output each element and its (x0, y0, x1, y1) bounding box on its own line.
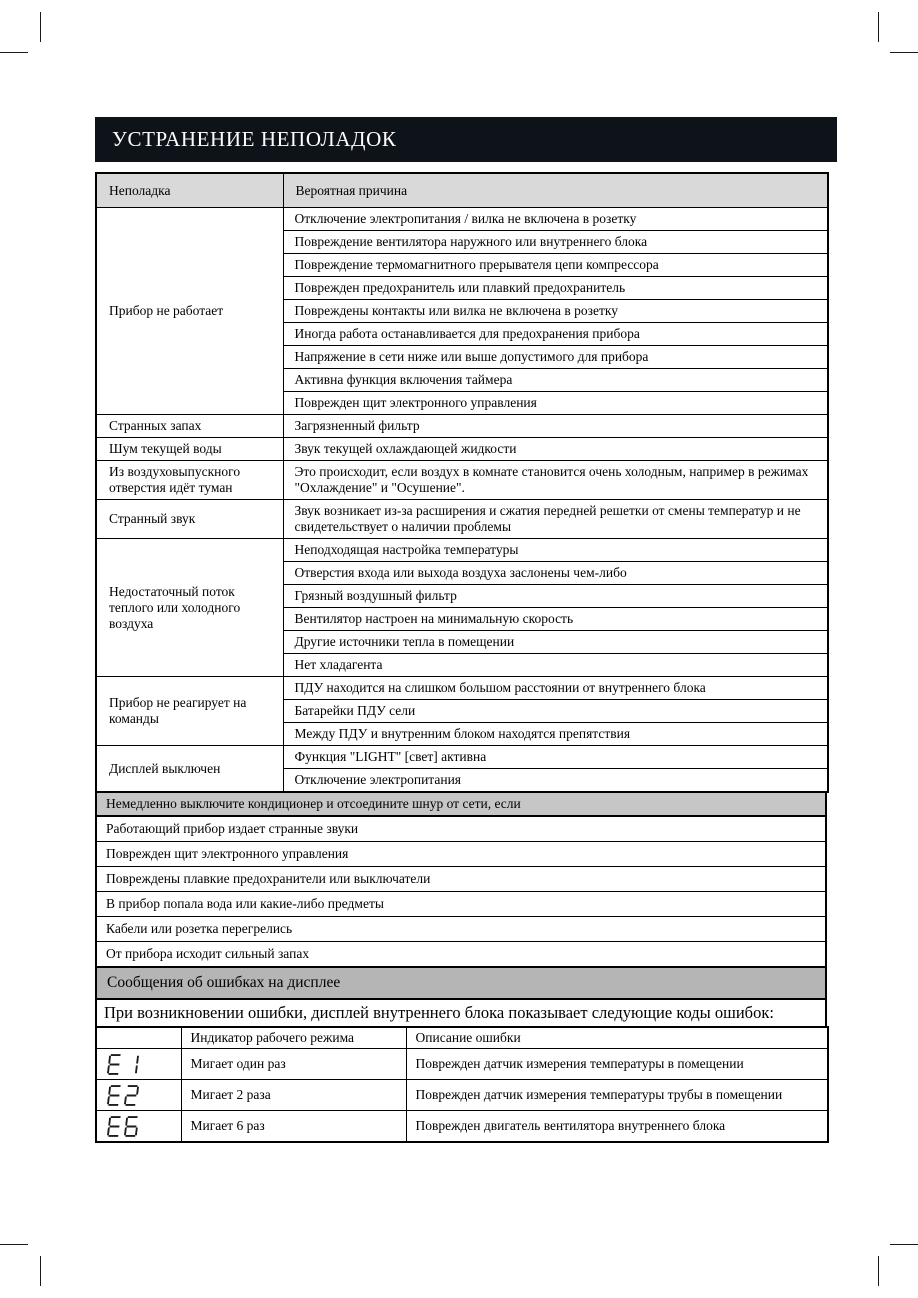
problem-row (96, 746, 828, 769)
problem-row (96, 539, 828, 562)
error-codes-table (95, 1026, 829, 1143)
problem-label: Шум текущей воды (96, 438, 283, 461)
problem-label: Странных запах (96, 415, 283, 438)
crop-mark-top-right-v (878, 12, 879, 42)
cause-text: Активна функция включения таймера (283, 369, 828, 392)
digit-E-icon (107, 1085, 123, 1106)
seven-segment-code (105, 1054, 142, 1075)
warning-row (96, 917, 826, 942)
error-intro-text: При возникновении ошибки, дисплей внутреннего блока показывает следующие коды ошибок: (95, 998, 827, 1028)
crop-mark-top-right-h (890, 52, 918, 53)
warning-row (96, 942, 826, 968)
cause-text: Нет хладагента (283, 654, 828, 677)
cause-text: Поврежден щит электронного управления (283, 392, 828, 415)
warning-row (96, 816, 826, 842)
seven-segment-code (105, 1116, 142, 1137)
cause-text: Загрязненный фильтр (283, 415, 828, 438)
crop-mark-bottom-right-v (878, 1256, 879, 1286)
cause-text: Отключение электропитания (283, 769, 828, 793)
error-code-cell (96, 1049, 181, 1080)
problem-row (96, 461, 828, 500)
warning-row (96, 867, 826, 892)
cause-text: Грязный воздушный фильтр (283, 585, 828, 608)
cause-text: Функция "LIGHT" [свет] активна (283, 746, 828, 769)
digit-E-icon (107, 1116, 123, 1137)
problem-label: Дисплей выключен (96, 746, 283, 793)
cause-text: Батарейки ПДУ сели (283, 700, 828, 723)
problem-label: Прибор не работает (96, 208, 283, 415)
warning-item-text: От прибора исходит сильный запах (96, 942, 826, 968)
problem-row (96, 677, 828, 700)
cause-text: ПДУ находится на слишком большом расстоянии от внутреннего блока (283, 677, 828, 700)
crop-mark-top-left-h (0, 52, 28, 53)
cause-text: Между ПДУ и внутренним блоком находятся препятствия (283, 723, 828, 746)
error-description-text: Поврежден датчик измерения температуры трубы в помещении (406, 1080, 828, 1111)
column-header-cause: Вероятная причина (283, 173, 828, 208)
error-code-row (96, 1049, 828, 1080)
cause-text: Отключение электропитания / вилка не включена в розетку (283, 208, 828, 231)
cause-text: Отверстия входа или выхода воздуха заслонены чем-либо (283, 562, 828, 585)
column-header-problem: Неполадка (96, 173, 283, 208)
warning-list-table (95, 815, 827, 968)
cause-text: Поврежден предохранитель или плавкий предохранитель (283, 277, 828, 300)
problem-label: Недостаточный поток теплого или холодного воздуха (96, 539, 283, 677)
seven-segment-code (105, 1085, 142, 1106)
page-title-bar (95, 117, 837, 162)
cause-text: Иногда работа останавливается для предохранения прибора (283, 323, 828, 346)
problem-row (96, 208, 828, 231)
digit-6-icon (124, 1116, 140, 1137)
warning-item-text: Кабели или розетка перегрелись (96, 917, 826, 942)
cause-text: Напряжение в сети ниже или выше допустимого для прибора (283, 346, 828, 369)
column-header-indicator: Индикатор рабочего режима (181, 1027, 406, 1049)
error-code-row (96, 1111, 828, 1143)
cause-text: Вентилятор настроен на минимальную скорость (283, 608, 828, 631)
cause-text: Звук возникает из-за расширения и сжатия передней решетки от смены температур и не свидетельствует о наличии проблемы (283, 500, 828, 539)
cause-text: Это происходит, если воздух в комнате становится очень холодным, например в режимах "Охлаждение" и "Осушение". (283, 461, 828, 500)
warning-row (96, 892, 826, 917)
error-code-cell (96, 1080, 181, 1111)
error-messages-banner: Сообщения об ошибках на дисплее (95, 966, 827, 1000)
error-description-text: Поврежден датчик измерения температуры в помещении (406, 1049, 828, 1080)
error-indicator-text: Мигает 2 раза (181, 1080, 406, 1111)
cause-text: Повреждение вентилятора наружного или внутреннего блока (283, 231, 828, 254)
problem-row (96, 415, 828, 438)
warning-banner: Немедленно выключите кондиционер и отсоедините шнур от сети, если (95, 791, 827, 817)
problem-row (96, 438, 828, 461)
cause-text: Повреждение термомагнитного прерывателя цепи компрессора (283, 254, 828, 277)
problem-label: Из воздуховыпускного отверстия идёт туман (96, 461, 283, 500)
crop-mark-bottom-right-h (890, 1244, 918, 1245)
table-header-row (96, 173, 828, 208)
column-header-code (96, 1027, 181, 1049)
crop-mark-bottom-left-v (40, 1256, 41, 1286)
digit-E-icon (107, 1054, 123, 1075)
error-description-text: Поврежден двигатель вентилятора внутреннего блока (406, 1111, 828, 1143)
cause-text: Другие источники тепла в помещении (283, 631, 828, 654)
problem-label: Странный звук (96, 500, 283, 539)
cause-text: Звук текущей охлаждающей жидкости (283, 438, 828, 461)
crop-mark-top-left-v (40, 12, 41, 42)
warning-item-text: Повреждены плавкие предохранители или выключатели (96, 867, 826, 892)
troubleshooting-table (95, 172, 829, 793)
digit-1-icon (124, 1054, 140, 1075)
warning-row (96, 842, 826, 867)
digit-2-icon (124, 1085, 140, 1106)
error-indicator-text: Мигает один раз (181, 1049, 406, 1080)
warning-item-text: Поврежден щит электронного управления (96, 842, 826, 867)
problem-row (96, 500, 828, 539)
warning-item-text: Работающий прибор издает странные звуки (96, 816, 826, 842)
column-header-description: Описание ошибки (406, 1027, 828, 1049)
cause-text: Неподходящая настройка температуры (283, 539, 828, 562)
error-indicator-text: Мигает 6 раз (181, 1111, 406, 1143)
error-code-cell (96, 1111, 181, 1143)
crop-mark-bottom-left-h (0, 1244, 28, 1245)
warning-item-text: В прибор попала вода или какие-либо предметы (96, 892, 826, 917)
content (95, 172, 827, 1143)
problem-label: Прибор не реагирует на команды (96, 677, 283, 746)
error-table-header-row (96, 1027, 828, 1049)
error-code-row (96, 1080, 828, 1111)
cause-text: Повреждены контакты или вилка не включена в розетку (283, 300, 828, 323)
page-title: УСТРАНЕНИЕ НЕПОЛАДОК (112, 127, 397, 151)
